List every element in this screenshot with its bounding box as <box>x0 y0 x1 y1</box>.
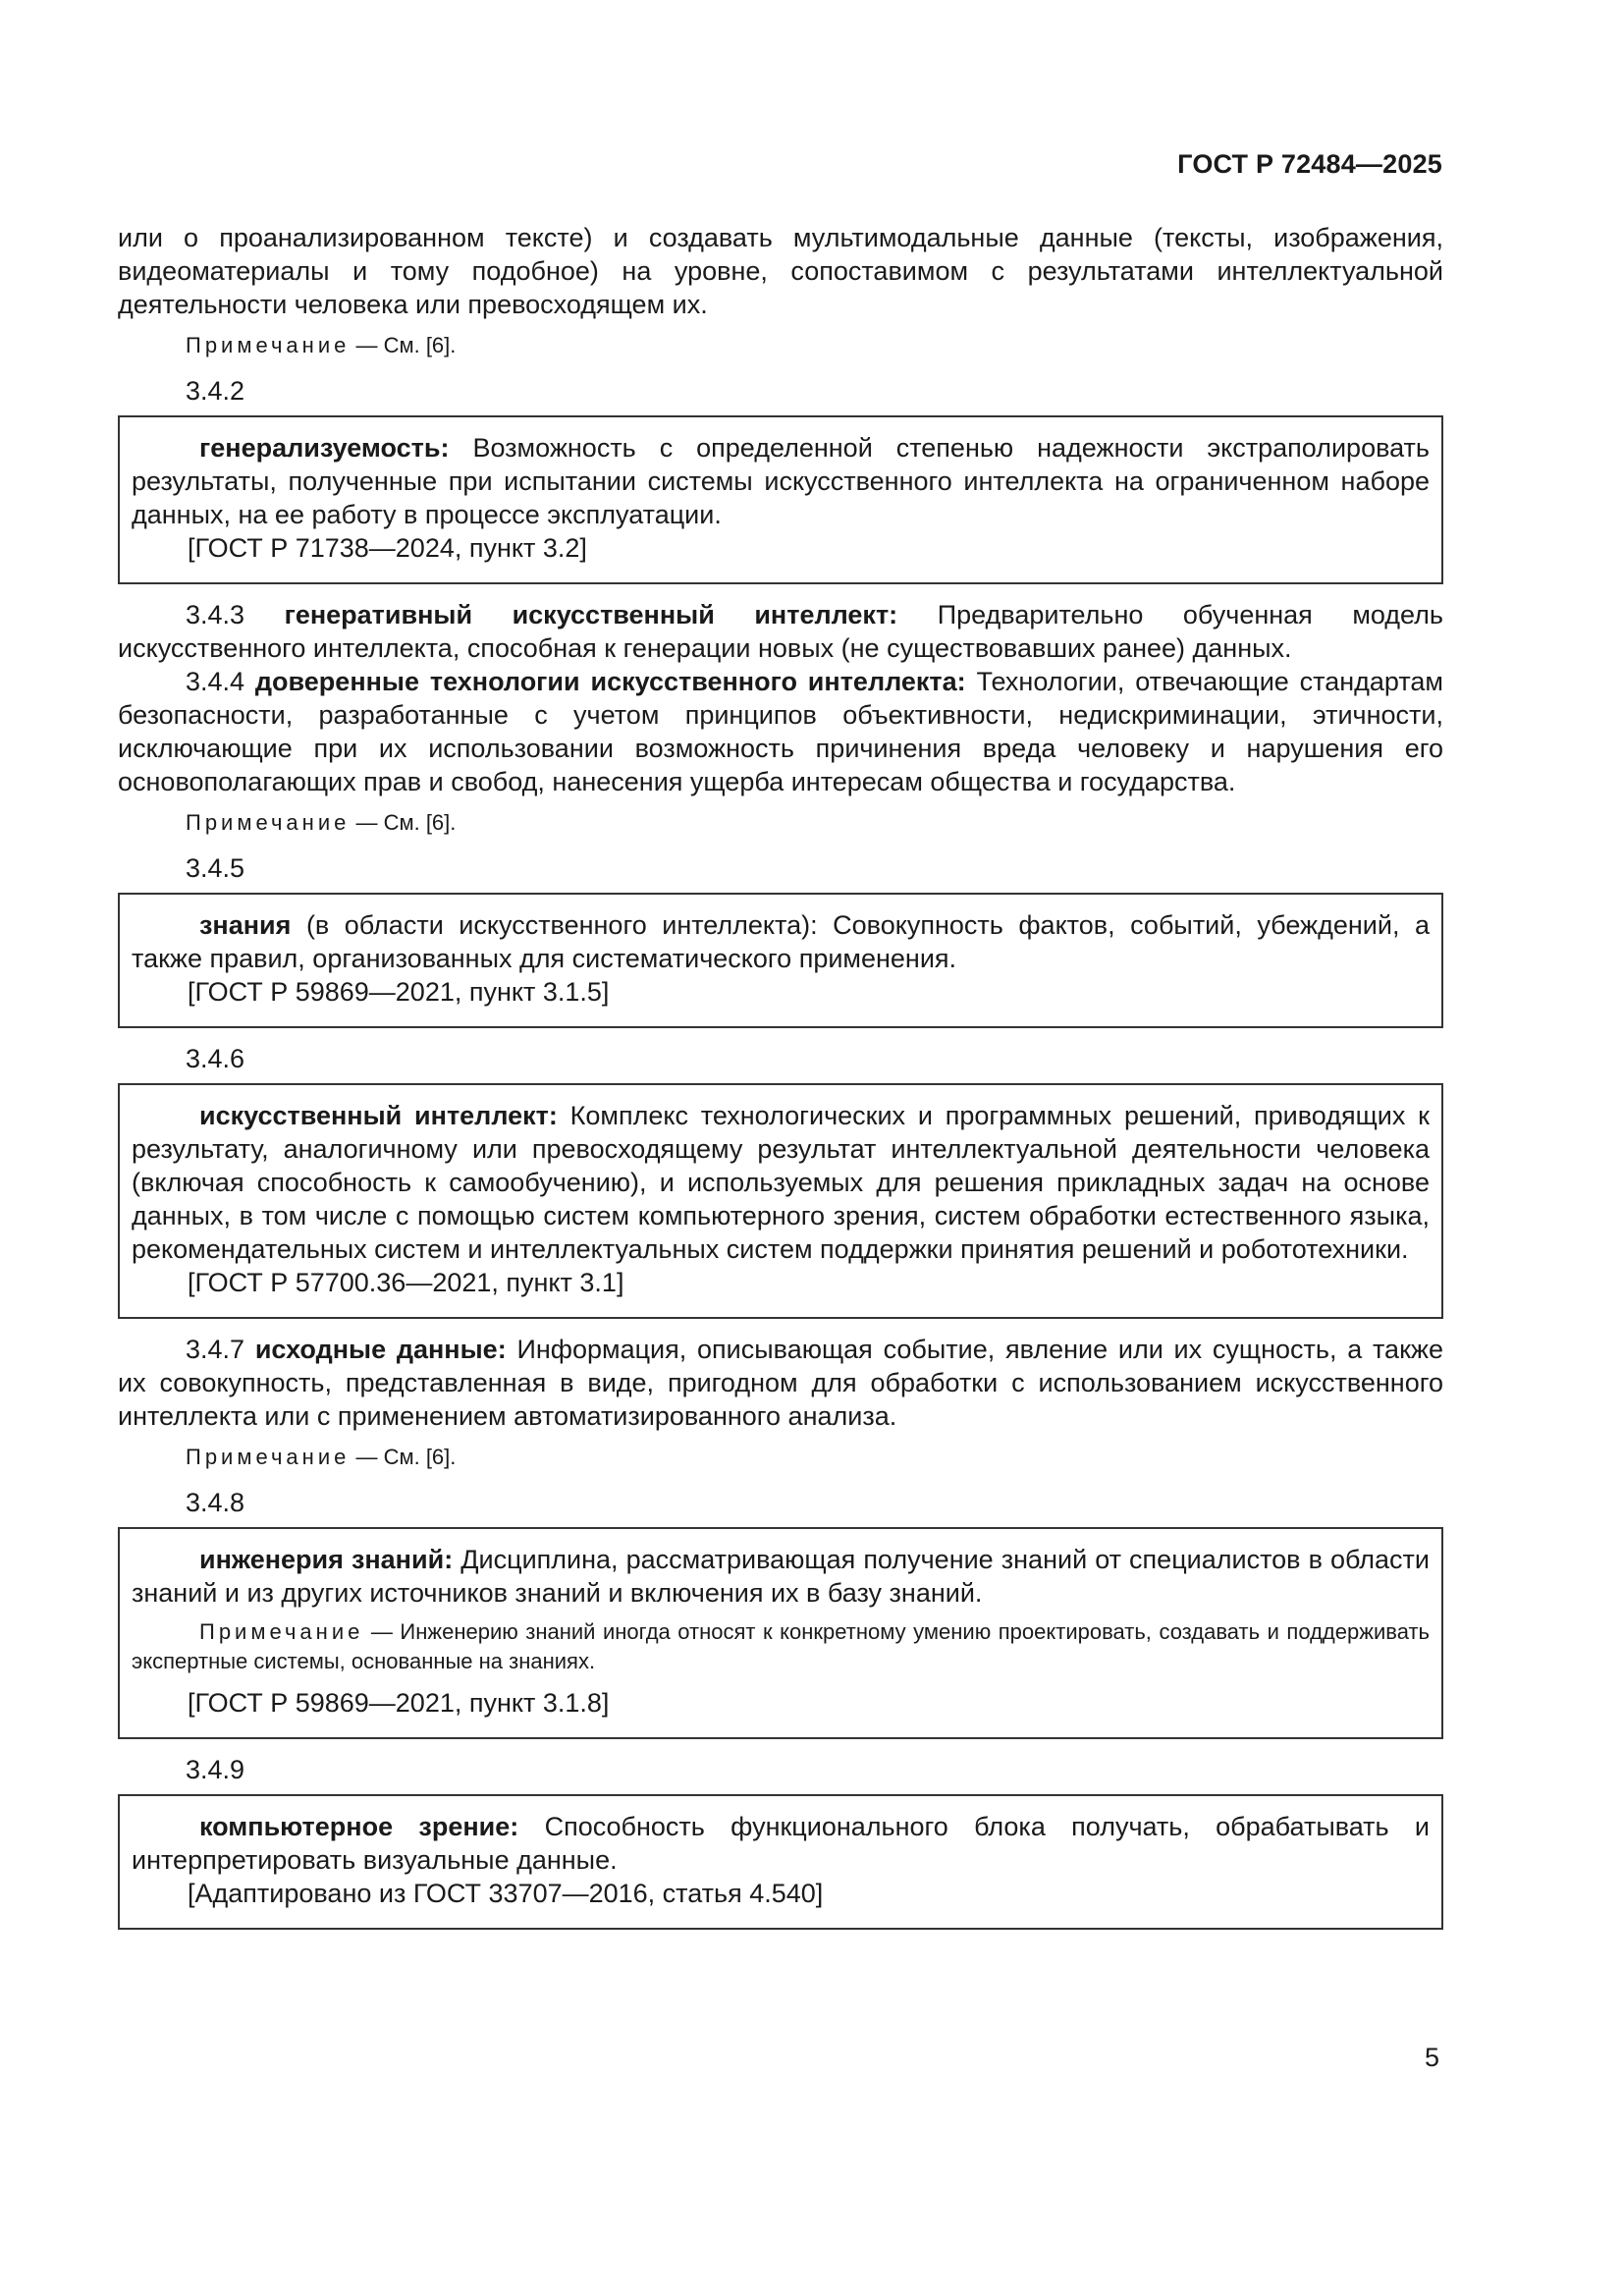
definition-3-4-7 <box>118 1333 1443 1433</box>
definition-3-4-8 <box>132 1543 1430 1610</box>
definition-3-4-5 <box>132 908 1430 975</box>
term: доверенные технологии искусственного интеллекта: <box>254 667 966 696</box>
definition-text: Способность функционального блока получать, обрабатывать и интерпретировать визуальные данные. <box>132 1812 1431 1875</box>
term: исходные данные: <box>254 1335 507 1364</box>
definition-text: Дисциплина, рассматривающая получение знаний от специалистов в области знаний и из других источников знаний и включения их в базу знаний. <box>132 1545 1430 1608</box>
section-number-3-4-8: 3.4.8 <box>186 1488 245 1517</box>
term-qualifier: (в области искусственного интеллекта): <box>305 910 818 940</box>
definition-3-4-2 <box>132 431 1430 531</box>
note-text: — См. [6]. <box>355 1445 457 1469</box>
note-label: Примечание <box>199 1619 364 1644</box>
note-text: — См. [6]. <box>355 810 457 835</box>
definition-text: Возможность с определенной степенью надежности экстраполировать результаты, полученные при испытании системы искусственного интеллекта на ограниченном наборе данных, на ее работу в процессе эксплуатации. <box>132 433 1430 529</box>
term: генеративный искусственный интеллект: <box>284 600 898 629</box>
definition-3-4-3 <box>118 598 1443 665</box>
section-number-3-4-9: 3.4.9 <box>186 1755 245 1784</box>
source-reference: [Адаптировано из ГОСТ 33707—2016, статья 4.540] <box>188 1879 824 1908</box>
definition-3-4-4 <box>118 665 1443 798</box>
term: знания <box>199 910 292 940</box>
section-number: 3.4.3 <box>186 600 245 629</box>
note-label: Примечание <box>186 810 351 835</box>
document-header: ГОСТ Р 72484—2025 <box>1177 149 1442 179</box>
definition-text: Предварительно обученная модель искусственного интеллекта, способная к генерации новых (не существовавших ранее) данных. <box>118 600 1443 663</box>
definition-box-3-4-5 <box>118 893 1443 1028</box>
section-number-3-4-5: 3.4.5 <box>186 853 245 883</box>
definition-3-4-9 <box>132 1810 1430 1877</box>
note-text: — Инженерию знаний иногда относят к конкретному умению проектировать, создавать и поддерживать экспертные системы, основанные на знаниях. <box>132 1619 1430 1673</box>
definition-box-3-4-2 <box>118 415 1443 584</box>
definition-3-4-6 <box>132 1099 1430 1266</box>
intro-note <box>118 331 1443 360</box>
note-label: Примечание <box>186 333 351 357</box>
document-body <box>118 221 1443 1943</box>
source-reference: [ГОСТ Р 59869—2021, пункт 3.1.5] <box>188 977 610 1007</box>
note-3-4-7 <box>118 1443 1443 1472</box>
note-text: — См. [6]. <box>355 333 457 357</box>
note-3-4-8 <box>132 1617 1430 1676</box>
section-number-3-4-6: 3.4.6 <box>186 1044 245 1073</box>
note-3-4-4 <box>118 808 1443 838</box>
term: генерализуемость: <box>199 433 450 463</box>
section-number: 3.4.4 <box>186 667 245 696</box>
definition-text: Комплекс технологических и программных решений, приводящих к результату, аналогичному или превосходящему результат интеллектуальной деятельности человека (включая способность к самообучению), и используемых для решения прикладных задач на основе данных, в том числе с помощью систем компьютерного зрения, систем обработки естественного языка, рекомендательных систем и интеллектуальных систем поддержки принятия решений и робототехники. <box>132 1101 1430 1264</box>
term: искусственный интеллект: <box>199 1101 558 1130</box>
definition-box-3-4-6 <box>118 1083 1443 1319</box>
section-number-3-4-2: 3.4.2 <box>186 376 245 406</box>
section-number: 3.4.7 <box>186 1335 245 1364</box>
intro-paragraph: или о проанализированном тексте) и создавать мультимодальные данные (тексты, изображения, видеоматериалы и тому подобное) на уровне, сопоставимом с результатами интеллектуальной деятельности человека или превосходящем их. <box>118 223 1443 319</box>
note-label: Примечание <box>186 1445 351 1469</box>
source-reference: [ГОСТ Р 71738—2024, пункт 3.2] <box>188 533 587 563</box>
definition-box-3-4-8 <box>118 1527 1443 1739</box>
definition-text: Технологии, отвечающие стандартам безопасности, разработанные с учетом принципов объективности, недискриминации, этичности, исключающие при их использовании возможность причинения вреда человеку и нарушения его основополагающих прав и свобод, нанесения ущерба интересам общества и государства. <box>118 667 1443 796</box>
definition-box-3-4-9 <box>118 1794 1443 1930</box>
definition-text: Совокупность фактов, событий, убеждений, а также правил, организованных для систематического применения. <box>132 910 1430 973</box>
term: инженерия знаний: <box>199 1545 454 1574</box>
definition-text: Информация, описывающая событие, явление или их сущность, а также их совокупность, представленная в виде, пригодном для обработки с использованием искусственного интеллекта или с применением автоматизированного анализа. <box>118 1335 1443 1431</box>
source-reference: [ГОСТ Р 59869—2021, пункт 3.1.8] <box>188 1688 610 1718</box>
term: компьютерное зрение: <box>199 1812 519 1841</box>
page-number: 5 <box>1424 2043 1439 2072</box>
source-reference: [ГОСТ Р 57700.36—2021, пункт 3.1] <box>188 1268 624 1297</box>
